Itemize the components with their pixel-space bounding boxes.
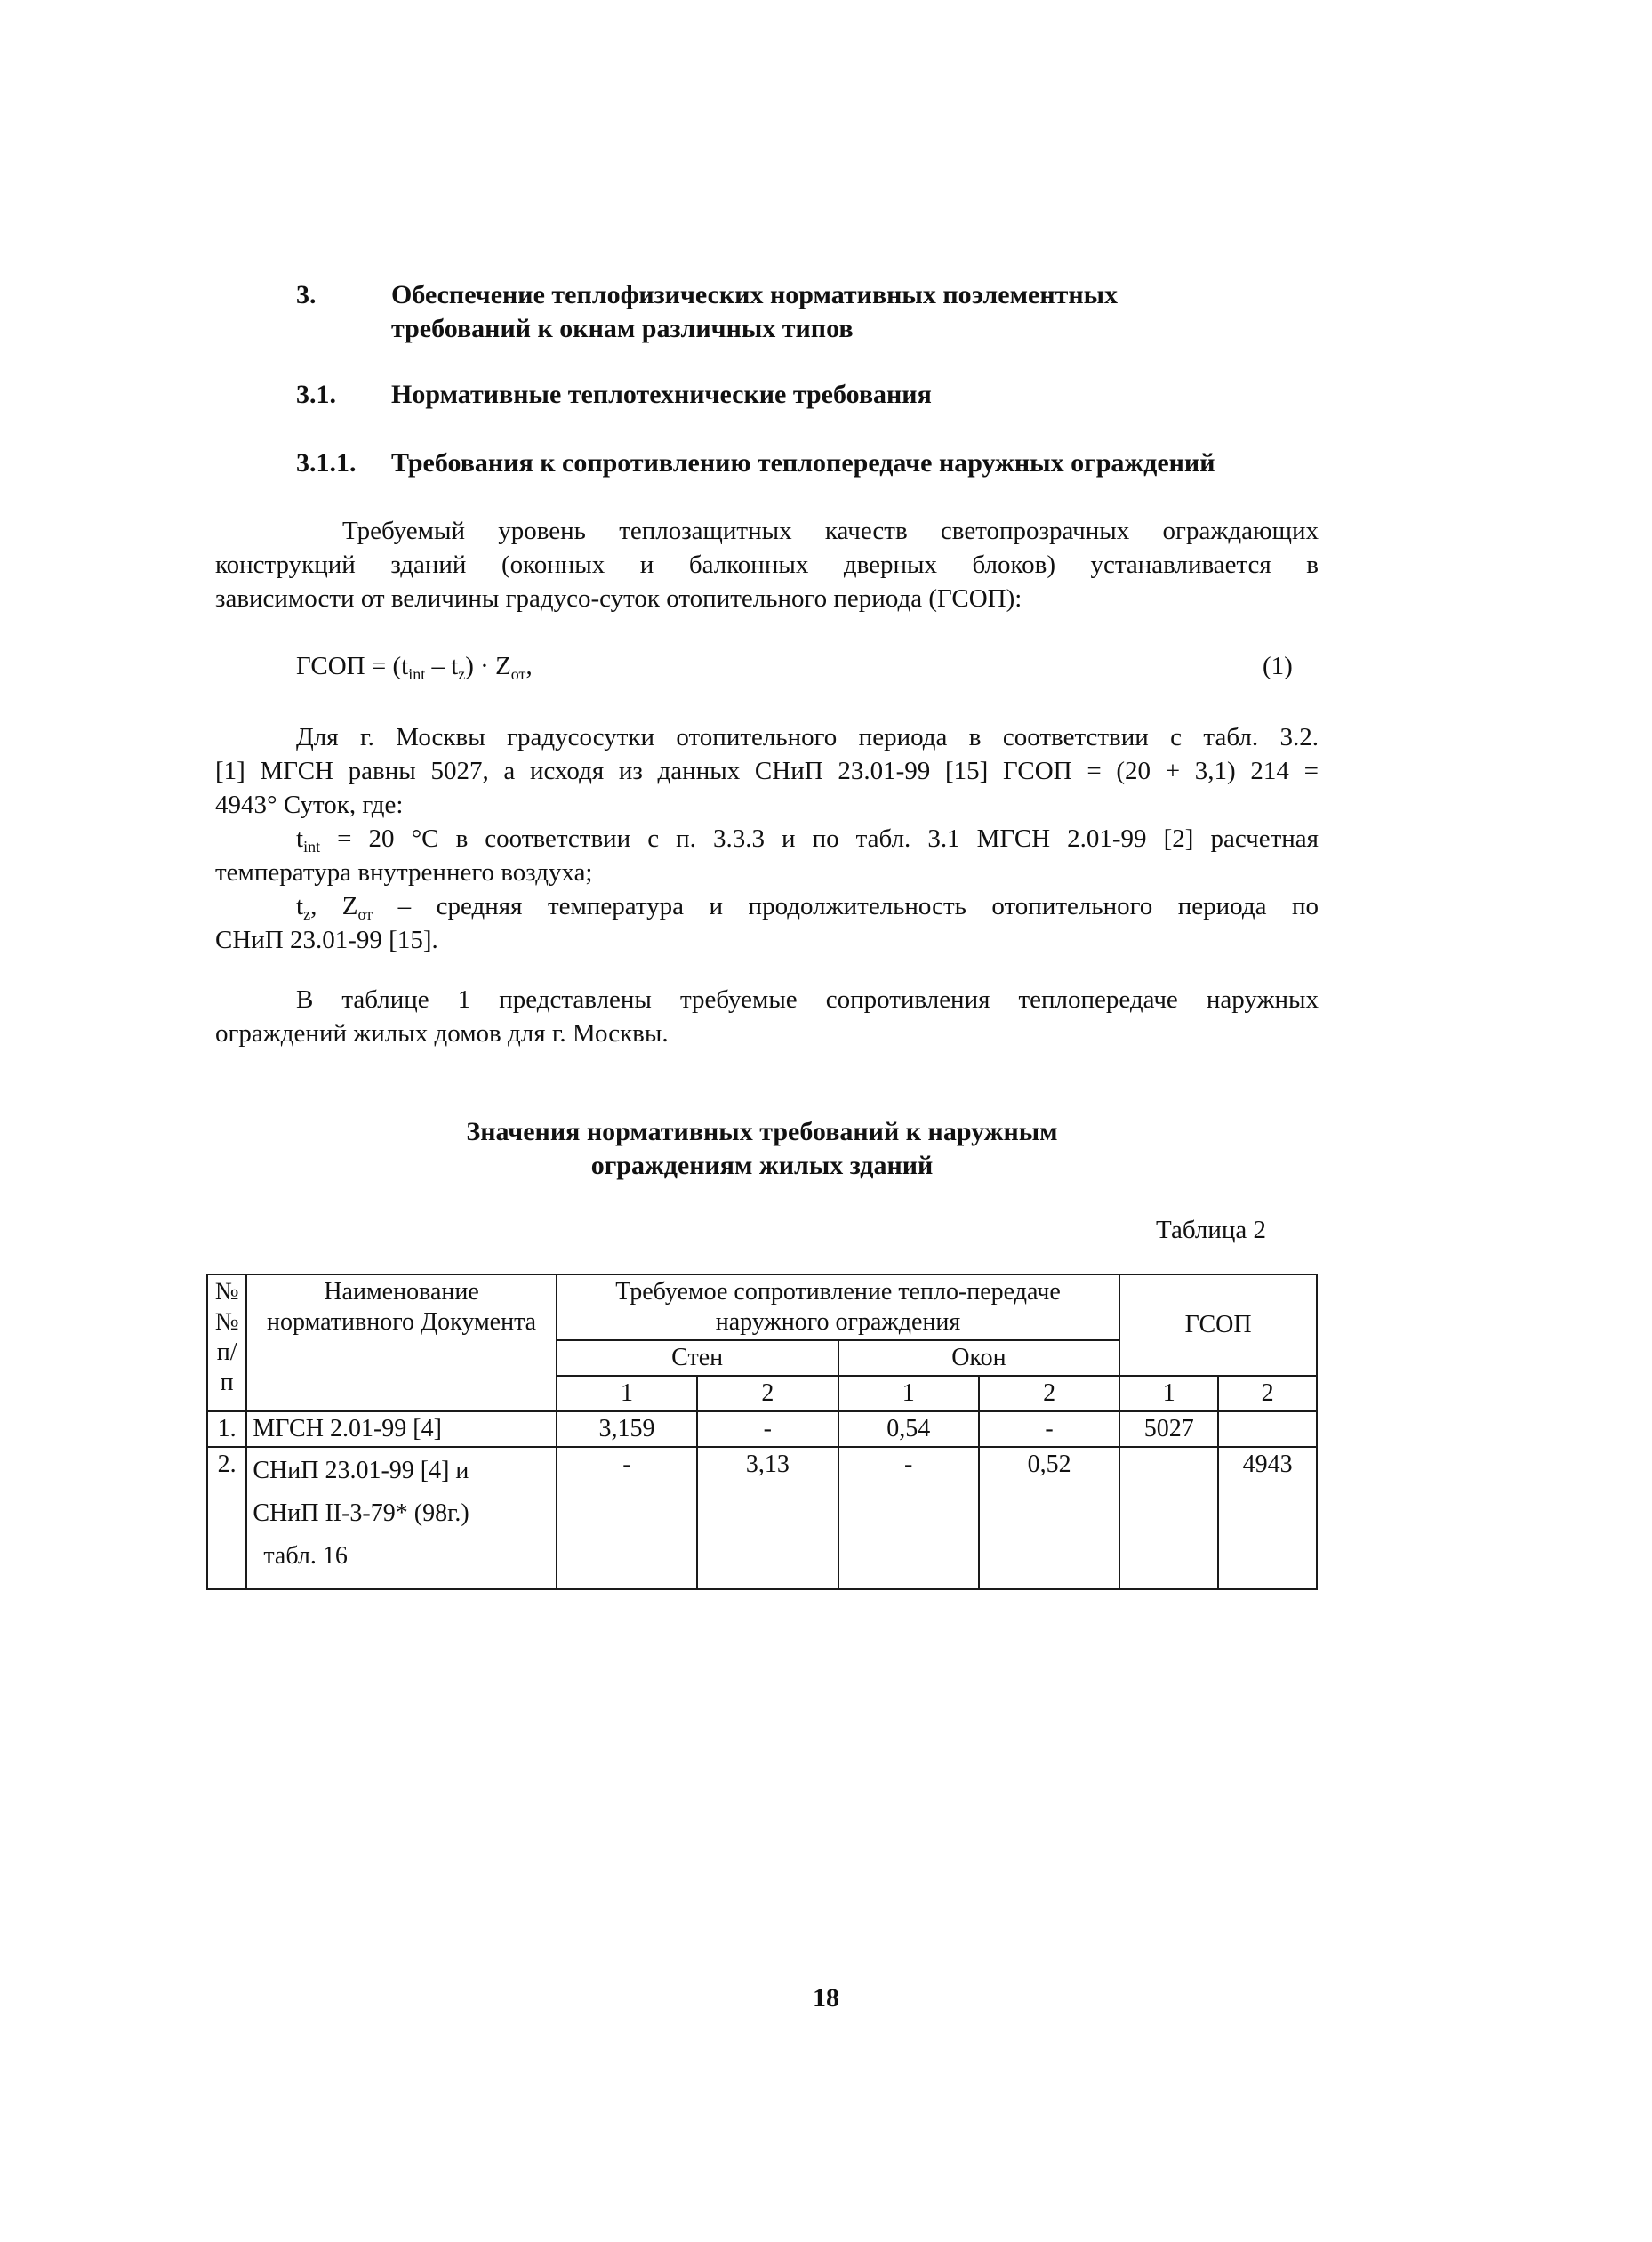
- table-row: [207, 1447, 1317, 1589]
- section-heading-cont: требований к окнам различных типов: [391, 314, 854, 343]
- cell-gsop-1: 5027: [1119, 1411, 1218, 1447]
- paragraph-line: конструкций зданий (оконных и балконных дверных блоков) устанавливается в: [215, 550, 1319, 579]
- header-document: Наименование нормативного Документа: [246, 1274, 556, 1411]
- table-title: Значения нормативных требований к наружным: [466, 1117, 1058, 1146]
- subheader-cell: 1: [557, 1376, 697, 1411]
- doc-line: СНиП 23.01-99 [4] и: [253, 1457, 469, 1484]
- definition-line: температура внутреннего воздуха;: [215, 858, 593, 887]
- subsection-heading: Нормативные теплотехнические требования: [391, 380, 932, 409]
- cell-windows-2: -: [979, 1411, 1119, 1447]
- doc-line: СНиП II-3-79* (98г.): [253, 1499, 469, 1527]
- header-required-resistance: Требуемое сопротивление тепло-передаче наружного ограждения: [557, 1274, 1120, 1340]
- section-heading: Обеспечение теплофизических нормативных поэлементных: [391, 280, 1119, 309]
- cell-walls-1: -: [557, 1447, 697, 1589]
- paragraph-line: зависимости от величины градусо-суток отопительного периода (ГСОП):: [215, 584, 1022, 613]
- subheader-cell: 1: [1119, 1376, 1218, 1411]
- table-header-row: [207, 1274, 1317, 1340]
- row-number: 2.: [207, 1447, 246, 1589]
- subheader-cell: 2: [1218, 1376, 1317, 1411]
- cell-windows-1: -: [838, 1447, 979, 1589]
- table-title-cont: ограждениям жилых зданий: [590, 1151, 934, 1180]
- subsubsection-heading: Требования к сопротивлению теплопередаче наружных ограждений: [391, 448, 1215, 478]
- header-walls: Стен: [557, 1340, 838, 1376]
- header-gsop: ГСОП: [1119, 1274, 1317, 1376]
- cell-gsop-2: [1218, 1411, 1317, 1447]
- heading-number: 3.1.1.: [296, 448, 357, 478]
- table-label: Таблица 2: [1156, 1216, 1267, 1244]
- requirements-table: [206, 1274, 1318, 1590]
- paragraph-line: ограждений жилых домов для г. Москвы.: [215, 1019, 669, 1048]
- formula: ГСОП = $(t_{int} - t_z) \cdot Z_{от}$,: [296, 652, 533, 683]
- cell-windows-1: 0,54: [838, 1411, 979, 1447]
- heading-number: 3.: [296, 280, 317, 309]
- heading-number: 3.1.: [296, 380, 336, 409]
- cell-walls-2: 3,13: [697, 1447, 838, 1589]
- row-number: 1.: [207, 1411, 246, 1447]
- formula-number: (1): [1263, 652, 1293, 680]
- paragraph-line: Требуемый уровень теплозащитных качеств светопрозрачных ограждающих: [342, 517, 1319, 545]
- paragraph-line: [1] МГСН равны 5027, а исходя из данных СНиП 23.01-99 [15] ГСОП = (20 + 3,1) 214 =: [215, 757, 1319, 785]
- subheader-cell: 2: [697, 1376, 838, 1411]
- cell-windows-2: 0,52: [979, 1447, 1119, 1589]
- header-windows: Окон: [838, 1340, 1120, 1376]
- cell-walls-1: 3,159: [557, 1411, 697, 1447]
- row-document: [246, 1447, 556, 1589]
- definition-line: $t_z$, $Z_{от}$ – средняя температура и продолжительность отопительного периода по: [296, 892, 1319, 923]
- row-document: МГСН 2.01-99 [4]: [246, 1411, 556, 1447]
- cell-gsop-1: [1119, 1447, 1218, 1589]
- subheader-cell: 2: [979, 1376, 1119, 1411]
- definition-line: $t_{int} = 20$ °С в соответствии с п. 3.3.3 и по табл. 3.1 МГСН 2.01-99 [2] расчетная: [296, 824, 1319, 856]
- definition-line: СНиП 23.01-99 [15].: [215, 926, 438, 954]
- table-row: [207, 1411, 1317, 1447]
- header-number: №№ п/п: [207, 1274, 246, 1411]
- page-number: 18: [813, 1983, 839, 2013]
- doc-line: табл. 16: [263, 1542, 348, 1570]
- paragraph-line: Для г. Москвы градусосутки отопительного периода в соответствии с табл. 3.2.: [296, 723, 1319, 751]
- paragraph-line: В таблице 1 представлены требуемые сопротивления теплопередаче наружных: [296, 985, 1319, 1014]
- paragraph-line: 4943° Суток, где:: [215, 791, 404, 819]
- cell-gsop-2: 4943: [1218, 1447, 1317, 1589]
- subheader-cell: 1: [838, 1376, 979, 1411]
- cell-walls-2: -: [697, 1411, 838, 1447]
